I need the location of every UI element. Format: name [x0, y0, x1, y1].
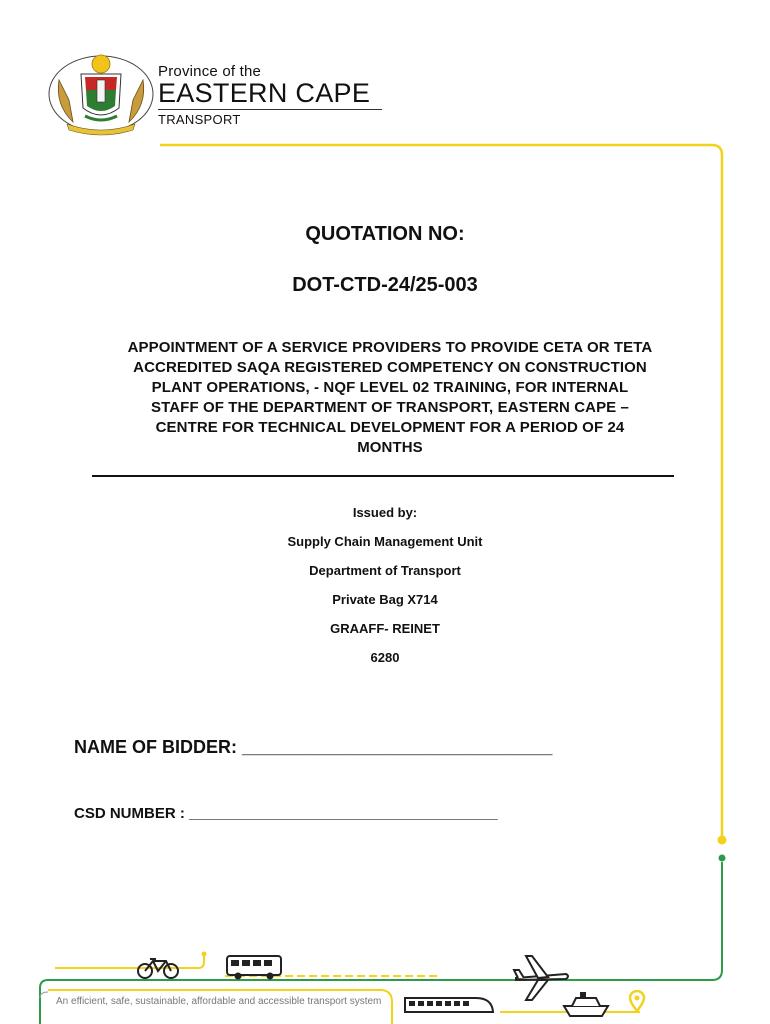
province-name: EASTERN CAPE — [158, 78, 371, 108]
issued-by-label: Issued by: — [352, 505, 418, 520]
description-line: CENTRE FOR TECHNICAL DEVELOPMENT FOR A PERIOD OF 24 — [155, 419, 625, 436]
department-name: TRANSPORT — [158, 112, 241, 127]
issuer-postal-code: 6280 — [370, 650, 400, 665]
description-line: APPOINTMENT OF A SERVICE PROVIDERS TO PROVIDE CETA OR TETA — [127, 339, 653, 356]
footer-tagline: An efficient, safe, sustainable, affordable and accessible transport system — [56, 996, 382, 1007]
issuer-department: Department of Transport — [309, 563, 461, 578]
csd-number-field[interactable]: CSD NUMBER : _____________________________________ — [74, 805, 498, 822]
description-line: STAFF OF THE DEPARTMENT OF TRANSPORT, EASTERN CAPE – — [151, 399, 629, 416]
header-wordmark — [158, 63, 382, 127]
bidder-name-field[interactable]: NAME OF BIDDER: _______________________________ — [74, 737, 553, 757]
quotation-label: QUOTATION NO: — [305, 223, 465, 245]
coat-of-arms-emblem — [45, 50, 157, 136]
train-icon — [404, 995, 494, 1017]
description-line: ACCREDITED SAQA REGISTERED COMPETENCY ON CONSTRUCTION — [133, 359, 647, 376]
bus-icon — [226, 955, 282, 981]
description-line: MONTHS — [357, 439, 423, 456]
bicycle-icon — [136, 956, 180, 980]
issuer-town: GRAAFF- REINET — [330, 621, 440, 636]
issuer-address: Private Bag X714 — [332, 592, 438, 607]
quotation-number: DOT-CTD-24/25-003 — [292, 274, 478, 296]
description-line: PLANT OPERATIONS, - NQF LEVEL 02 TRAINING, FOR INTERNAL — [151, 379, 629, 396]
location-pin-icon — [628, 990, 646, 1012]
province-line: Province of the — [158, 63, 262, 80]
section-divider — [92, 475, 674, 477]
ship-icon — [562, 990, 610, 1018]
wordmark-divider — [158, 109, 382, 110]
issuer-unit: Supply Chain Management Unit — [287, 534, 483, 549]
tender-description — [70, 338, 710, 458]
